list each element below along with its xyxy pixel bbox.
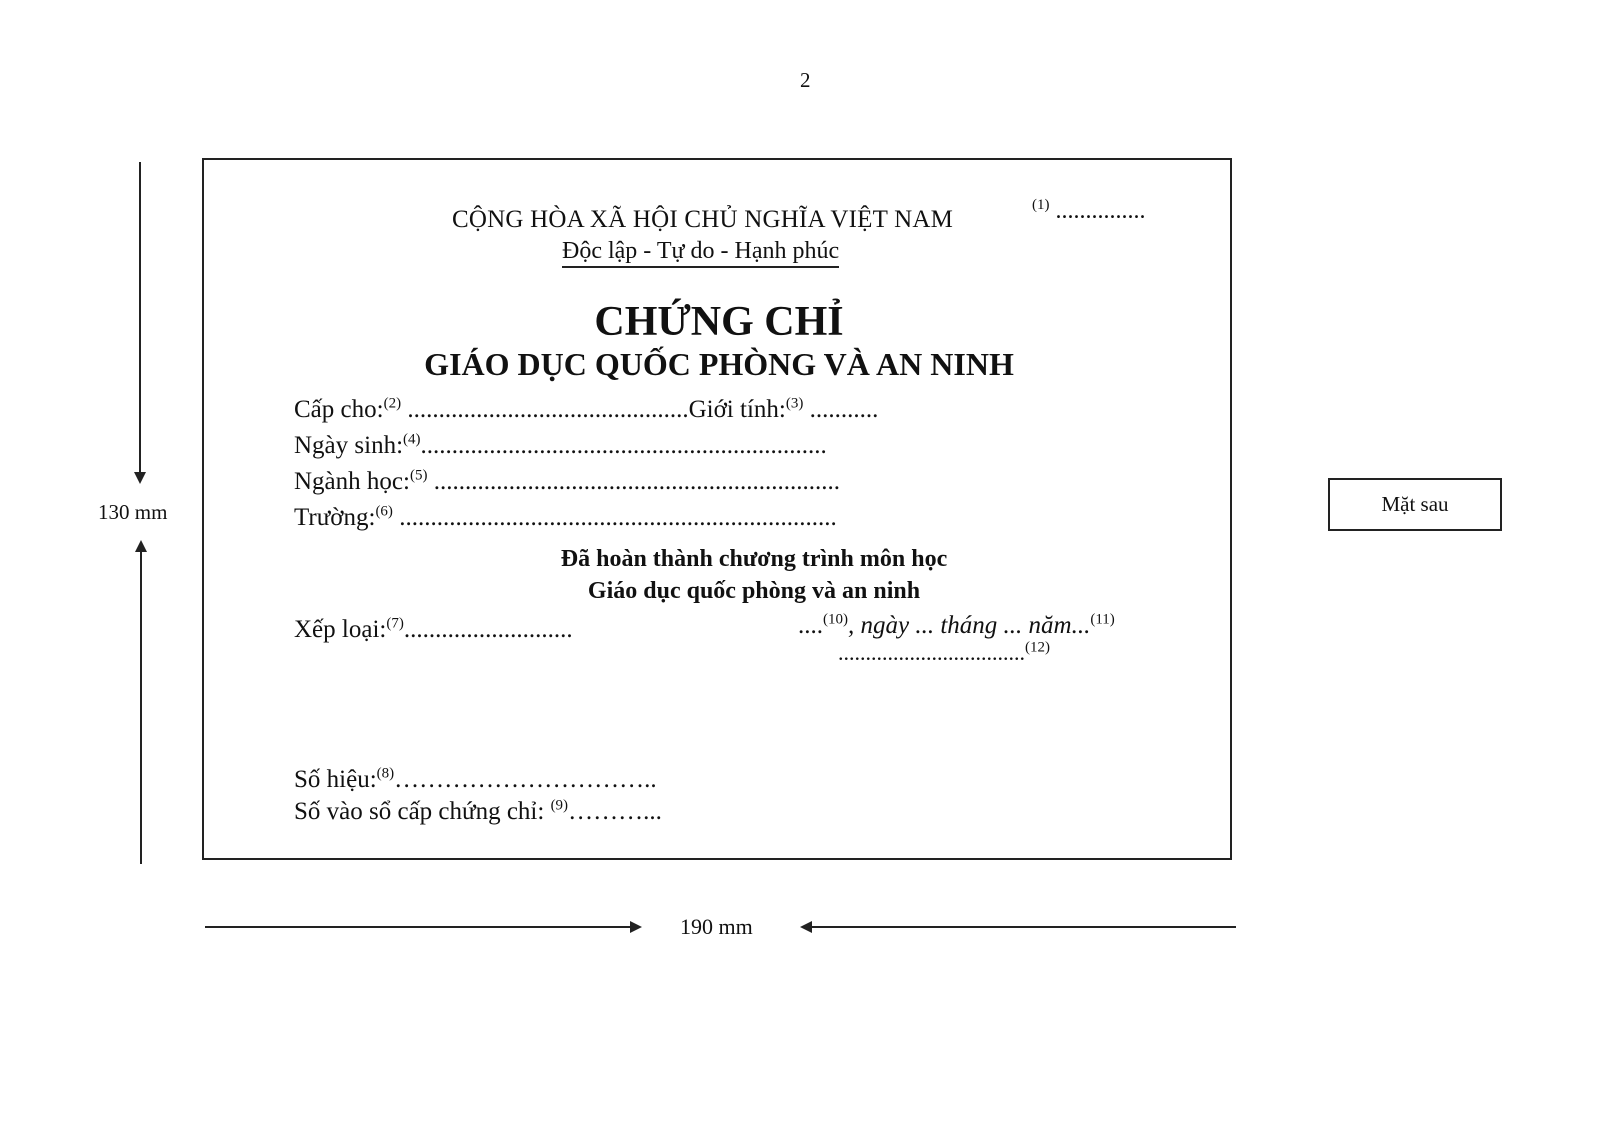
field-label: Trường: — [294, 504, 376, 531]
field-label: Ngành học: — [294, 468, 410, 495]
dotted-blank: .................................. — [838, 640, 1025, 665]
width-dimension-line-left — [205, 926, 632, 928]
field-label: Số vào sổ cấp chứng chỉ: — [294, 798, 551, 825]
date-text: , ngày ... tháng ... năm... — [848, 612, 1091, 639]
dotted-blank: ................................................................. — [427, 468, 840, 495]
height-dimension-line-top — [139, 162, 141, 472]
footnote-marker: (8) — [376, 765, 395, 782]
height-dimension-label: 130 mm — [98, 500, 168, 524]
field-so-vao-so — [294, 798, 662, 826]
field-nganh-hoc — [294, 468, 840, 496]
back-side-label-box — [1328, 478, 1502, 531]
footnote-marker: (10) — [823, 611, 848, 628]
dotted-blank: ........................... — [403, 616, 573, 643]
field-label: Xếp loại: — [294, 616, 387, 643]
completion-statement-line-1: Đã hoàn thành chương trình môn học — [560, 546, 948, 572]
dotted-blank: ............................................. — [401, 396, 689, 423]
footnote-marker: (1) — [1032, 197, 1050, 213]
dotted-blank: ................................................................. — [420, 432, 827, 459]
field-label: Cấp cho: — [294, 396, 384, 423]
issuer-reference — [1032, 198, 1146, 225]
signer-line — [838, 640, 1050, 666]
field-truong — [294, 504, 837, 532]
field-xep-loai — [294, 616, 573, 644]
arrow-right-icon — [630, 921, 642, 933]
width-dimension-line-right — [812, 926, 1236, 928]
field-ngay-sinh — [294, 432, 827, 460]
footnote-marker: (9) — [550, 797, 569, 814]
national-motto: Độc lập - Tự do - Hạnh phúc — [562, 238, 839, 268]
field-label: Ngày sinh: — [294, 432, 404, 459]
footnote-marker: (5) — [409, 467, 428, 484]
certificate-subtitle: GIÁO DỤC QUỐC PHÒNG VÀ AN NINH — [424, 346, 1014, 382]
footnote-marker: (11) — [1090, 611, 1115, 628]
country-name: CỘNG HÒA XÃ HỘI CHỦ NGHĨA VIỆT NAM — [452, 206, 954, 233]
completion-statement-line-2: Giáo dục quốc phòng và an ninh — [587, 578, 921, 604]
dotted-blank: ………………………….. — [394, 766, 657, 793]
footnote-marker: (12) — [1025, 639, 1050, 656]
footnote-marker: (2) — [383, 395, 402, 412]
footnote-marker: (6) — [375, 503, 393, 520]
arrow-left-icon — [800, 921, 812, 933]
arrow-down-icon — [134, 472, 146, 484]
footnote-marker: (4) — [403, 431, 421, 448]
footnote-marker: (7) — [386, 615, 404, 632]
dotted-blank: ............... — [1049, 198, 1146, 224]
dotted-blank: ………... — [568, 798, 662, 825]
issue-date-line — [798, 612, 1115, 640]
certificate-frame — [202, 158, 1232, 860]
width-dimension-label: 190 mm — [680, 914, 753, 939]
field-label: Giới tính: — [688, 396, 786, 423]
dotted-blank: .... — [798, 612, 823, 639]
field-so-hieu — [294, 766, 657, 794]
field-cap-cho — [294, 396, 878, 424]
height-dimension-line-bottom — [140, 552, 142, 864]
arrow-up-icon — [135, 540, 147, 552]
certificate-title: CHỨNG CHỈ — [594, 299, 844, 345]
dotted-blank: ...................................................................... — [392, 504, 837, 531]
dotted-blank: ........... — [803, 396, 879, 423]
field-label: Số hiệu: — [294, 766, 377, 793]
footnote-marker: (3) — [785, 395, 804, 412]
back-side-label: Mặt sau — [1381, 492, 1449, 516]
page-number: 2 — [800, 68, 811, 92]
